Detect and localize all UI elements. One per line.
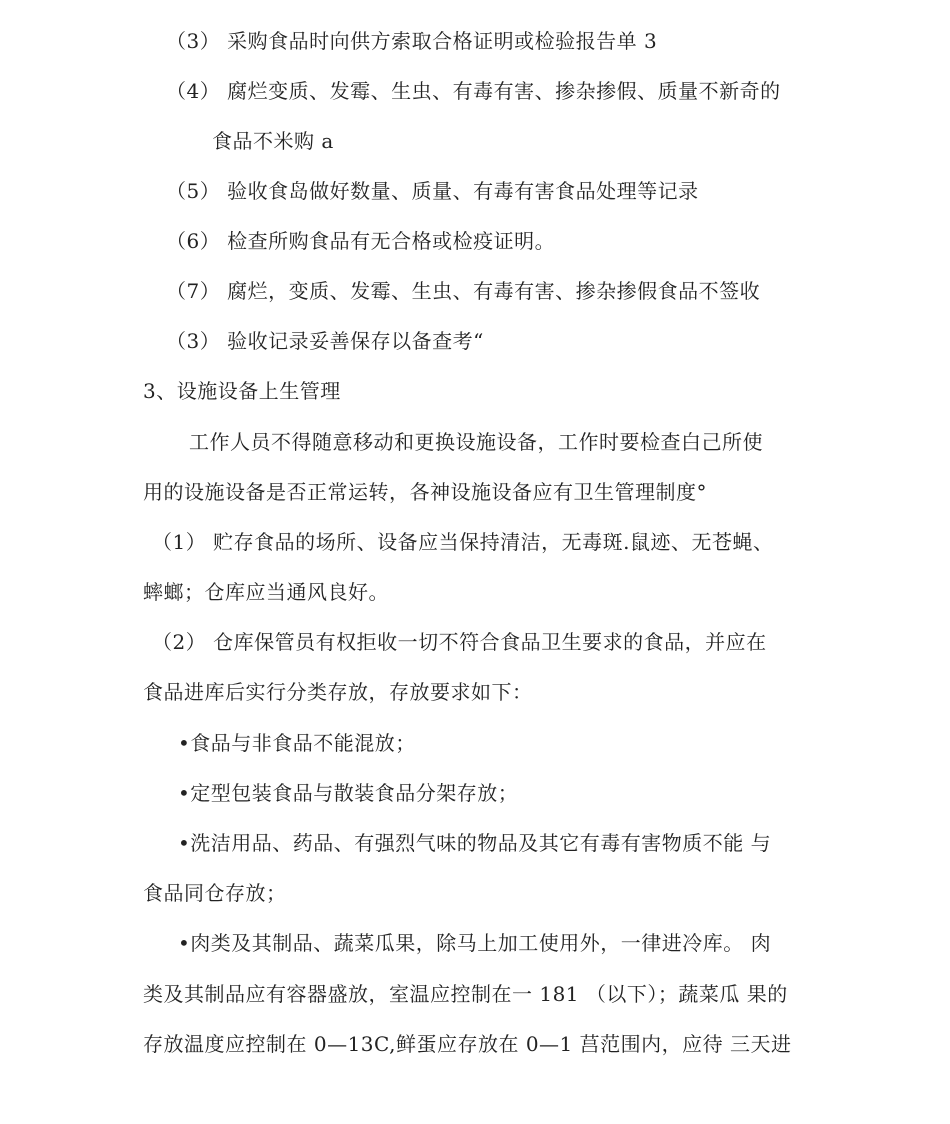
- section-heading-facilities: 3、设施设备上生管理: [143, 379, 341, 403]
- paragraph-staff-line-2: 用的设施设备是否正常运转，各神设施设备应有卫生管理制度°: [143, 480, 707, 504]
- list-item-2-continuation: 食品进库后实行分类存放，存放要求如下：: [143, 680, 533, 704]
- paragraph-staff-line-1: 工作人员不得随意移动和更换设施设备，工作时要检查白己所使: [189, 430, 763, 454]
- list-item-4-spoiled-food: （4） 腐烂变质、发霉、生虫、有毒有害、掺杂掺假、质量不新奇的: [166, 79, 781, 103]
- bullet-meat-continuation-2: 存放温度应控制在 0—13C,鲜蛋应存放在 0—1 莒范围内，应待 三天进: [143, 1032, 792, 1056]
- list-item-6-check-certificates: （6） 检查所购食品有无合格或检疫证明。: [166, 229, 556, 253]
- list-item-2-warehouse-keeper: （2） 仓库保管员有权拒收一切不符合食品卫生要求的食品，并应在: [152, 630, 767, 654]
- bullet-meat-vegetables: •肉类及其制品、蔬菜瓜果，除马上加工使用外，一律进冷库。 肉: [178, 931, 772, 955]
- list-item-1-storage-clean: （1） 贮存食品的场所、设备应当保持清洁，无毒斑.鼠迹、无苍蝇、: [152, 530, 774, 554]
- list-item-1-continuation: 蟀螂；仓库应当通风良好。: [143, 580, 389, 604]
- bullet-cleaning-continuation: 食品同仓存放；: [143, 881, 287, 905]
- list-item-4-continuation: 食品不米购 a: [212, 129, 334, 153]
- list-item-3-purchase-certificate: （3） 采购食品时向供方索取合格证明或检验报告单 3: [166, 29, 658, 53]
- bullet-packaged-bulk: •定型包装食品与散装食品分架存放；: [178, 781, 519, 805]
- bullet-meat-continuation-1: 类及其制品应有容器盛放，室温应控制在一 181 （以下）；蔬菜瓜 果的: [143, 982, 788, 1006]
- list-item-3-keep-records: （3） 验收记录妥善保存以备查考“: [166, 329, 484, 353]
- bullet-food-nonfood: •食品与非食品不能混放；: [178, 731, 416, 755]
- list-item-5-acceptance-records: （5） 验收食岛做好数量、质量、有毒有害食品处理等记录: [166, 179, 699, 203]
- bullet-cleaning-products: •洗洁用品、药品、有强烈气味的物品及其它有毒有害物质不能 与: [178, 831, 772, 855]
- list-item-7-reject-spoiled: （7） 腐烂，变质、发霉、生虫、有毒有害、掺杂掺假食品不签收: [166, 279, 761, 303]
